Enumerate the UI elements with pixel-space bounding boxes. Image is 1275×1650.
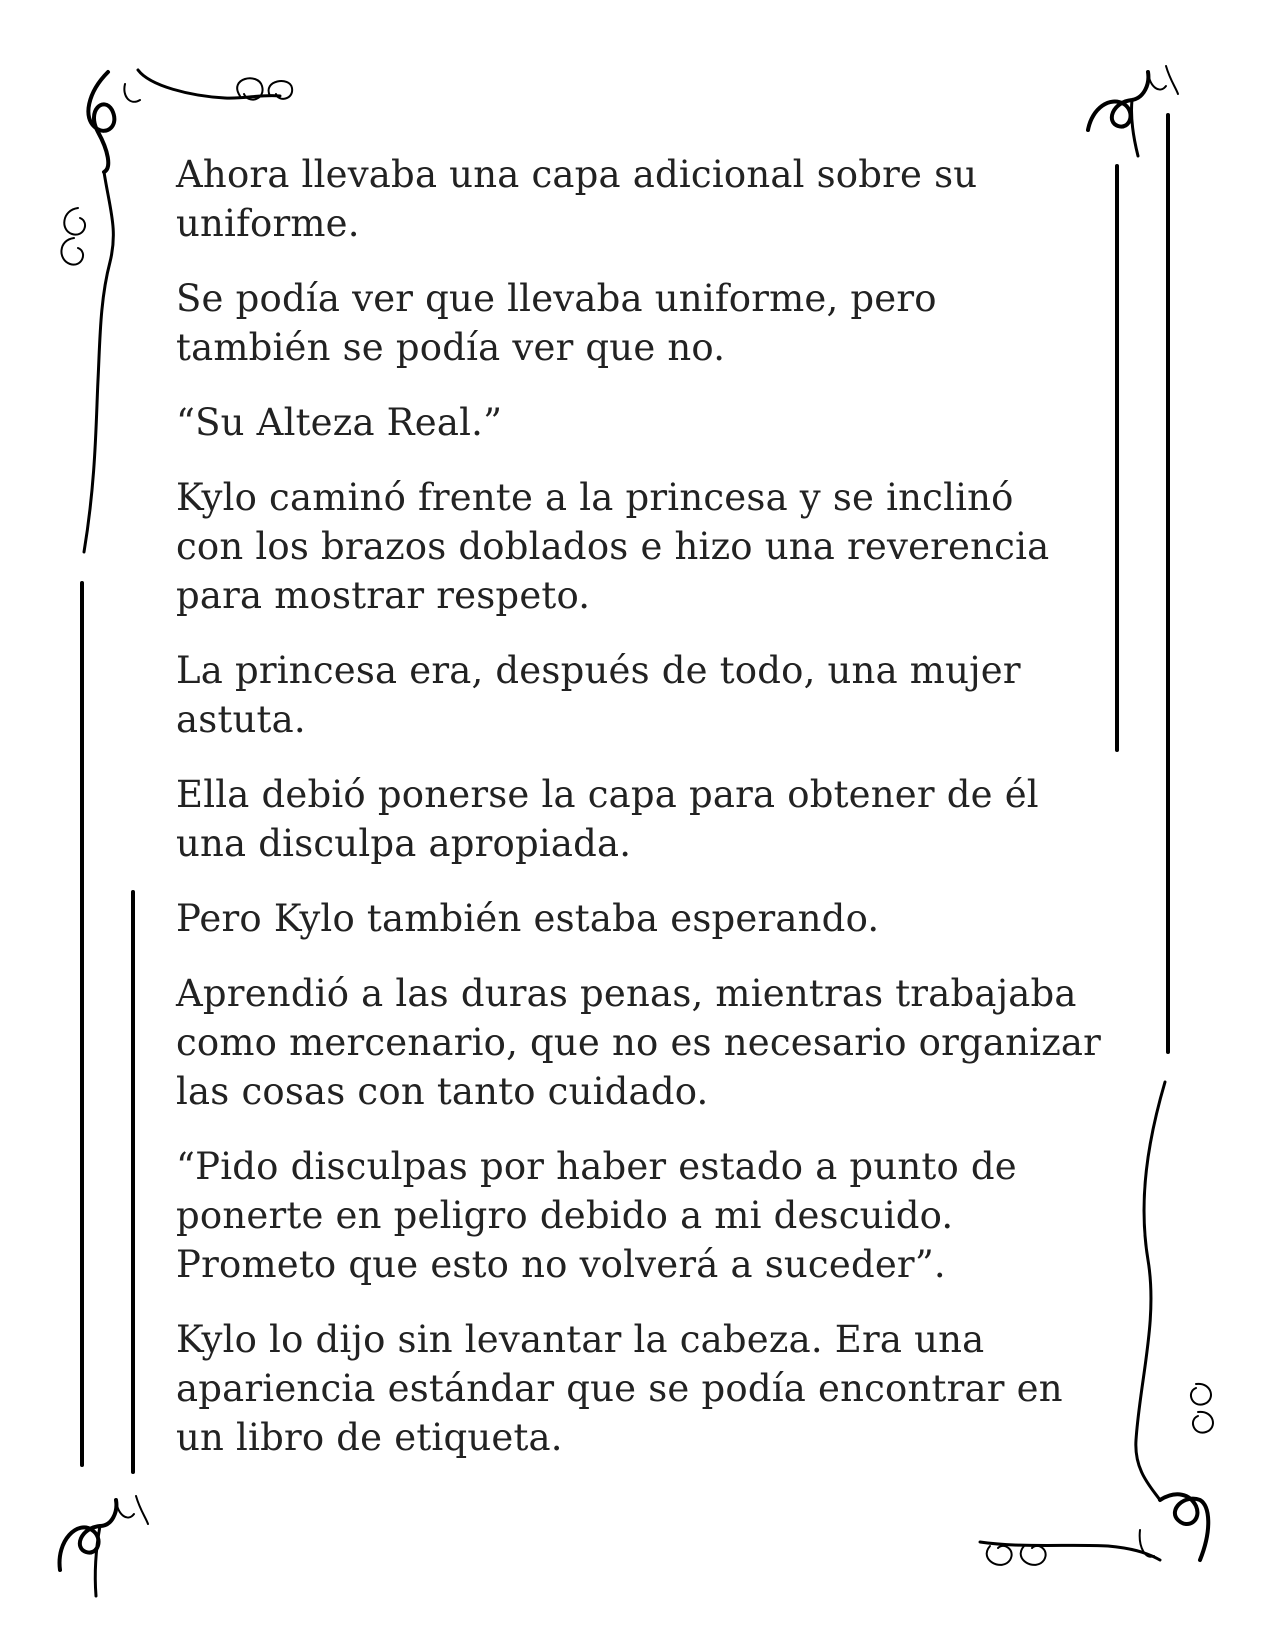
paragraph: Kylo lo dijo sin levantar la cabeza. Era una apariencia estándar que se podía encontrar en un libro de etiqueta. xyxy=(176,1318,1063,1459)
paragraph: Se podía ver que llevaba uniforme, pero también se podía ver que no. xyxy=(176,277,937,369)
story-text xyxy=(176,150,1116,1462)
flourish-top-right xyxy=(1088,66,1178,156)
paragraph: Pero Kylo también estaba esperando. xyxy=(176,897,880,940)
paragraph: Kylo caminó frente a la princesa y se inclinó con los brazos doblados e hizo una reverencia para mostrar respeto. xyxy=(176,476,1050,617)
paragraph: Ella debió ponerse la capa para obtener de él una disculpa apropiada. xyxy=(176,773,1039,865)
paragraph: Aprendió a las duras penas, mientras trabajaba como mercenario, que no es necesario organizar las cosas con tanto cuidado. xyxy=(176,972,1102,1113)
paragraph: “Su Alteza Real.” xyxy=(176,401,503,444)
paragraph: La princesa era, después de todo, una mujer astuta. xyxy=(176,649,1021,741)
paragraph: Ahora llevaba una capa adicional sobre su uniforme. xyxy=(176,153,978,245)
flourish-bottom-left xyxy=(60,1496,148,1596)
paragraph: “Pido disculpas por haber estado a punto de ponerte en peligro debido a mi descuido. Prometo que esto no volverá a suceder”. xyxy=(176,1145,1017,1286)
